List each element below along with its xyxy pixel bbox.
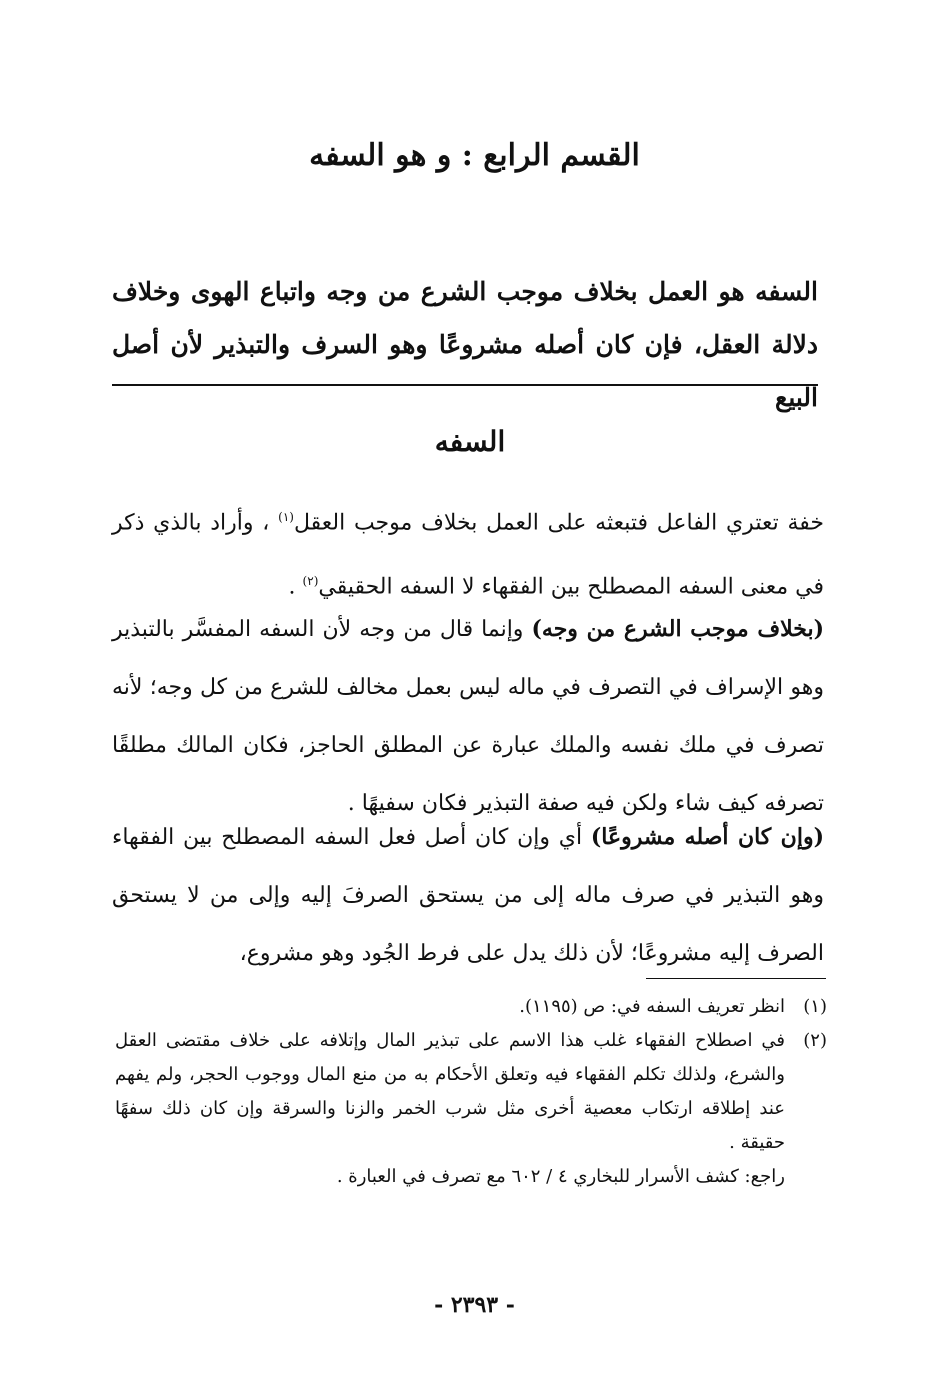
matn-text <box>112 265 818 424</box>
commentary-paragraph-1 <box>112 488 824 617</box>
footnote-source: راجع: كشف الأسرار للبخاري ٤ / ٦٠٢ مع تصرف في العبارة . <box>336 1166 785 1187</box>
matn-divider <box>112 384 818 386</box>
footnote-text: انظر تعريف السفه في: ص (١١٩٥). <box>519 996 785 1017</box>
matn-line: دلالة العقل، فإن كان أصله مشروعًا وهو السرف والتبذير لأن أصل البيع <box>112 330 818 412</box>
footnote-item <box>115 1024 827 1160</box>
commentary-paragraph-3 <box>112 808 824 983</box>
matn-line: السفه هو العمل بخلاف موجب الشرع من وجه واتباع الهوى وخلاف <box>112 277 818 306</box>
commentary-text: . <box>288 574 296 600</box>
footnote-item <box>115 990 827 1024</box>
commentary-text: أي وإن كان أصل فعل السفه المصطلح بين الفقهاء وهو التبذير في صرف ماله إلى من يستحق الصرفَ إليه وإلى من لا يستحق الصرف إليه مشروعًا؛ لأن ذلك يدل على فرط الجُود وهو مشروع، <box>112 825 824 966</box>
footnotes <box>115 990 827 1194</box>
footnote-number: (١) <box>803 996 827 1017</box>
section-heading: القسم الرابع : و هو السفه <box>309 138 640 173</box>
footnote-number: (٢) <box>803 1030 827 1051</box>
commentary-text: خفة تعتري الفاعل فتبعثه على العمل بخلاف موجب العقل <box>293 510 824 536</box>
subheading: السفه <box>434 425 506 458</box>
matn-quote: (وإن كان أصله مشروعًا) <box>590 824 824 850</box>
commentary-text: وإنما قال من وجه لأن السفه المفسَّر بالتبذير وهو الإسراف في التصرف في ماله ليس بعمل مخالف للشرع من كل وجه؛ لأنه تصرف في ملك نفسه والملك عبارة عن المطلق الحاجز، فكان المالك مطلقًا تصرفه كيف شاء ولكن فيه صفة التبذير فكان سفيهًا . <box>112 617 824 816</box>
footnote-ref-1[interactable]: (١) <box>278 510 294 524</box>
footnote-ref-2[interactable]: (٢) <box>302 574 319 589</box>
matn-quote: (بخلاف موجب الشرع من وجه) <box>531 616 824 642</box>
commentary-text: ، وأراد بالذي ذكر في معنى السفه المصطلح بين الفقهاء لا السفه الحقيقي <box>112 510 824 600</box>
footnote-divider <box>646 978 826 979</box>
commentary-paragraph-2 <box>112 600 824 833</box>
footnote-text: في اصطلاح الفقهاء غلب هذا الاسم على تبذير المال وإتلافه على خلاف مقتضى العقل والشرع، ولذلك تكلم الفقهاء فيه وتعلق الأحكام به من منع المال ووجوب الحجر، ولم يفهم عند إطلاقه ارتكاب معصية أخرى مثل شرب الخمر والزنا والسرقة وإن كان ذلك سفهًا حقيقة . <box>115 1030 785 1153</box>
page-number: - ٢٣٩٣ - <box>434 1292 515 1318</box>
